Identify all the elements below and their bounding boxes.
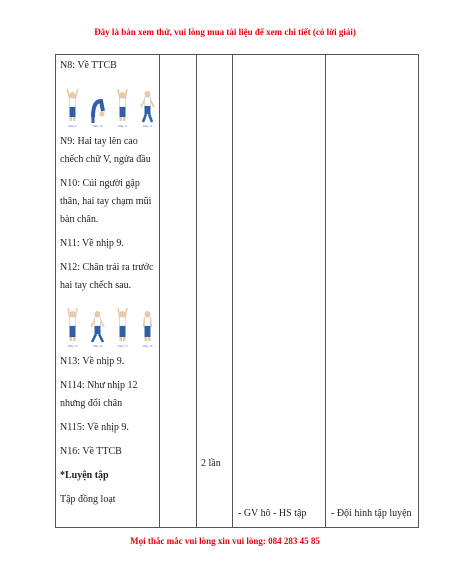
step-n115: N115: Về nhịp 9. (60, 422, 129, 433)
figure-caption: Nhịp 16 (142, 344, 153, 348)
repetition-cell (197, 55, 233, 528)
teacher-activity: - GV hô - HS tập (238, 508, 307, 519)
step-n12: N12: Chân trái ra trước hai tay chếch sau. (60, 262, 154, 291)
empty-cell-time (160, 55, 197, 528)
practice-heading: *Luyện tập (60, 470, 109, 481)
figure-caption: Nhịp 12 (142, 124, 153, 128)
repetition-count: 2 lần (201, 458, 221, 469)
figure-caption: Nhịp 9 (68, 124, 77, 128)
figure-caption: Nhịp 10 (92, 124, 103, 128)
figure-caption: Nhịp 15 (117, 344, 128, 348)
step-n9: N9: Hai tay lên cao chếch chữ V, ngửa đầu (60, 136, 151, 165)
lesson-table (55, 54, 419, 528)
step-n16: N16: Về TTCB (60, 446, 122, 457)
figure-beat-11 (114, 87, 131, 131)
step-n11: N11: Về nhịp 9. (60, 238, 124, 249)
figure-beat-10 (89, 87, 106, 131)
step-n13: N13: Về nhịp 9. (60, 356, 125, 367)
content-cell (56, 55, 160, 528)
step-n114: N114: Như nhịp 12 nhưng đổi chân (60, 380, 138, 409)
figure-beat-14 (89, 307, 106, 351)
step-n10: N10: Cúi người gập thân, hai tay chạm mũi bàn chân. (60, 178, 152, 225)
student-activity-cell (326, 55, 419, 528)
figure-caption: Nhịp 11 (117, 124, 128, 128)
figure-beat-15 (114, 307, 131, 351)
figure-caption: Nhịp 14 (92, 344, 103, 348)
practice-mode: Tập đồng loạt (60, 494, 116, 505)
teacher-activity-cell (233, 55, 326, 528)
preview-notice-banner: Đây là bản xem thử, vui lòng mua tài liệu để xem chi tiết (có lời giải) (94, 27, 356, 37)
exercise-figures-row-1 (60, 81, 155, 133)
figure-beat-12 (139, 87, 156, 131)
figure-beat-16 (139, 307, 156, 351)
step-n8: N8: Về TTCB (60, 60, 117, 71)
exercise-figures-row-2 (60, 301, 155, 353)
contact-banner: Mọi thắc mắc vui lòng xin vui lòng: 084 283 45 85 (130, 536, 320, 546)
figure-beat-9 (64, 87, 81, 131)
figure-caption: Nhịp 13 (67, 344, 78, 348)
figure-beat-13 (64, 307, 81, 351)
student-activity: - Đội hình tập luyện (331, 508, 412, 519)
